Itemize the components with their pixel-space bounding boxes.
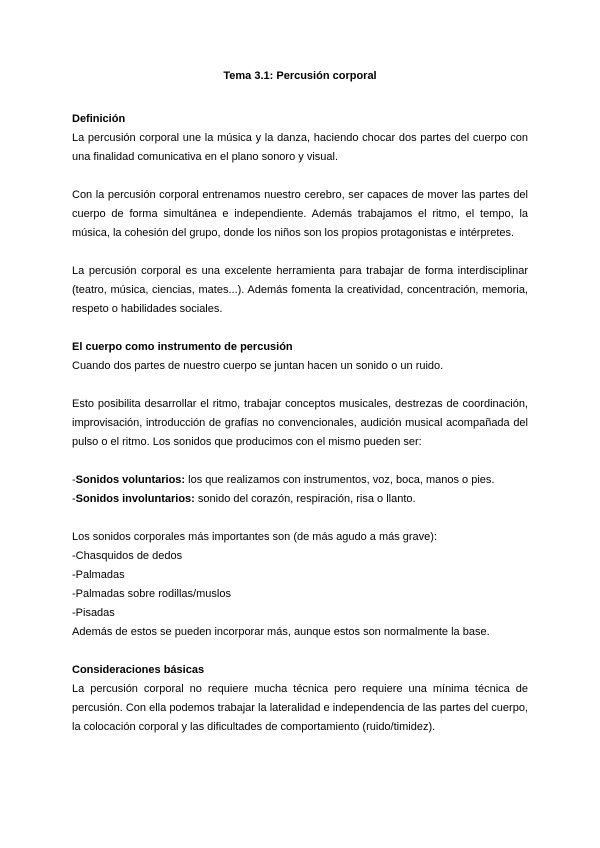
list-item: -Palmadas sobre rodillas/muslos [72, 588, 231, 600]
list-item: -Chasquidos de dedos [72, 550, 183, 562]
document-page [72, 68, 528, 737]
section-heading-consideraciones: Consideraciones básicas [72, 664, 205, 676]
paragraph: Esto posibilita desarrollar el ritmo, trabajar conceptos musicales, destrezas de coordinación, improvisación, introducción de grafías no convencionales, audición musical acompañada del pulso o el ritmo. Los sonidos que producimos con el mismo pueden ser: [72, 398, 528, 448]
list-intro: Los sonidos corporales más importantes son (de más agudo a más grave): [72, 531, 438, 543]
paragraph: La percusión corporal une la música y la danza, haciendo chocar dos partes del cuerpo con una finalidad comunicativa en el plano sonoro y visual. [72, 132, 528, 163]
sonidos-involuntarios-line: -Sonidos involuntarios: sonido del corazón, respiración, risa o llanto. [72, 493, 416, 505]
sonidos-voluntarios-line: -Sonidos voluntarios: los que realizamos con instrumentos, voz, boca, manos o pies. [72, 474, 495, 486]
section-heading-cuerpo: El cuerpo como instrumento de percusión [72, 341, 293, 353]
sonidos-involuntarios-label: Sonidos involuntarios: [75, 493, 195, 505]
list-item: -Palmadas [72, 569, 125, 581]
section-heading-definicion: Definición [72, 113, 126, 125]
sonidos-voluntarios-label: Sonidos voluntarios: [75, 474, 186, 486]
paragraph: Cuando dos partes de nuestro cuerpo se juntan hacen un sonido o un ruido. [72, 360, 444, 372]
paragraph: La percusión corporal no requiere mucha técnica pero requiere una mínima técnica de percusión. Con ella podemos trabajar la lateralidad e independencia de las partes del cuerpo, la colocación corporal y las dificultades de comportamiento (ruido/timidez). [72, 683, 528, 733]
list-outro: Además de estos se pueden incorporar más, aunque estos son normalmente la base. [72, 626, 490, 638]
paragraph: La percusión corporal es una excelente herramienta para trabajar de forma interdisciplinar (teatro, música, ciencias, mates...). Además fomenta la creatividad, concentración, memoria, respeto o habilidades sociales. [72, 265, 528, 315]
document-title: Tema 3.1: Percusión corporal [223, 70, 377, 82]
sonidos-involuntarios-text: sonido del corazón, respiración, risa o llanto. [194, 493, 416, 505]
paragraph: Con la percusión corporal entrenamos nuestro cerebro, ser capaces de mover las partes del cuerpo de forma simultánea e independiente. Además trabajamos el ritmo, el tempo, la música, la cohesión del grupo, donde los niños son los propios protagonistas e intérpretes. [72, 189, 528, 239]
list-item: -Pisadas [72, 607, 115, 619]
sonidos-voluntarios-text: los que realizamos con instrumentos, voz, boca, manos o pies. [185, 474, 495, 486]
